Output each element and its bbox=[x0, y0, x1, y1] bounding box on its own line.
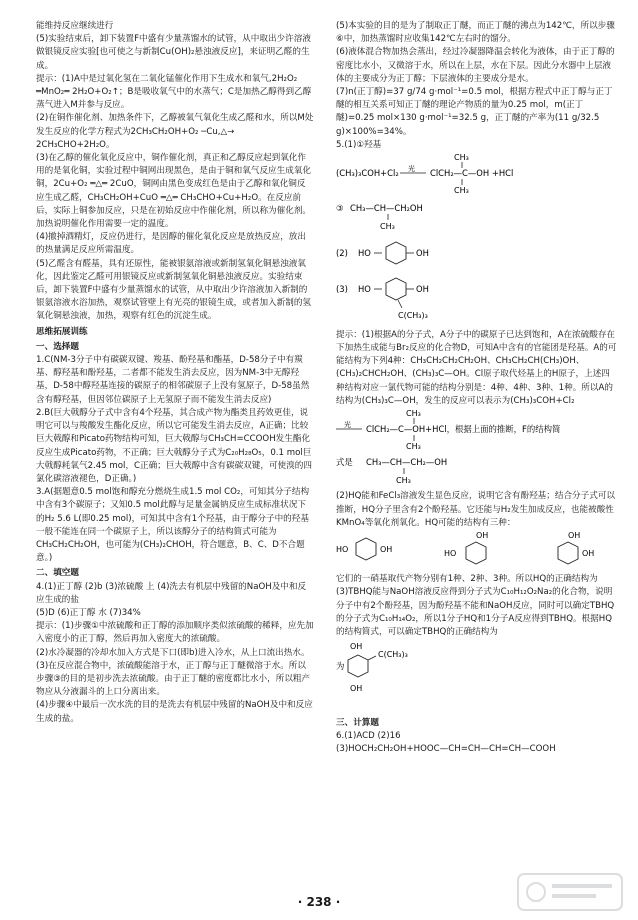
right-hint-2: (2)HQ能和FeCl₃溶液发生显色反应，说明它含有酚羟基；结合分子式可以推断，HQ分子里含有2个酚羟基。它还能与H₂发生加成反应，也能被酸性KMnO₄等氧化剂氧化。HQ可能的结构有三种： bbox=[336, 491, 616, 528]
right-hint-0: 提示：(1)根据A的分子式，A分子中的碳原子已达到饱和，A在浓硫酸存在下加热生成能与Br₂反应的化合物D，可知A中含有的官能团是羟基。A的可能结构为下列4种：CH₃CH₂CH₂CH₂OH、CH₃CH₂CH(CH₃)OH、(CH₃)₂CHCH₂OH、(CH₃)₃C—OH。Cl原子取代烃基上的H原子，上述四种结构对应一氯代物可能的结构分别是：4种、4种、3种、1种。所以A的结构为(CH₃)₃C—OH，发生的反应可以表示为(CH₃)₃COH+Cl₂ bbox=[336, 329, 617, 406]
fill-answer-1: (5)D (6)正丁醇 水 (7)34% bbox=[36, 607, 141, 618]
tbhq-oh: OH bbox=[416, 283, 429, 294]
structure-chain bbox=[336, 201, 618, 233]
hq-oh: OH bbox=[416, 248, 429, 259]
label-3b: (3) bbox=[336, 283, 348, 294]
right-hint-4: (3)TBHQ能与NaOH溶液反应得到分子式为C₁₀H₁₂O₂Na₂的化合物，说明分子中有2个酚羟基，因为酚羟基不能和NaOH反应，同时可以确定TBHQ的分子式为C₁₀H₁₄O₂，所以1分子HQ和1分子A反应得到TBHQ。根据HQ的结构简式，可以确定TBHQ的正确结构为 bbox=[336, 587, 615, 638]
fill-answer-0: 4.(1)正丁醇 (2)b (3)浓硫酸 上 (4)洗去有机层中残留的NaOH及中和反应生成的盐 bbox=[36, 581, 307, 605]
section-title-thinking: 思维拓展训练 bbox=[36, 326, 88, 337]
calc-answer-0: 6.(1)ACD (2)16 bbox=[336, 730, 401, 741]
tbhq-final-structure bbox=[336, 639, 618, 709]
left-para-5: (4)撤掉酒精灯，反应仍进行，是因醇的催化氧化反应是放热反应，放出的热量满足反应所需温度。 bbox=[36, 232, 306, 256]
right-hint-3: 它们的一硝基取代产物分别有1种、2种、3种。所以HQ的正确结构为 bbox=[336, 574, 598, 585]
hq-ho: HO bbox=[358, 248, 371, 259]
f-ch3: CH₃ bbox=[396, 476, 411, 486]
fill-section-title: 二、填空题 bbox=[36, 568, 79, 579]
eq1-right: ClCH₂—C—OH +HCl bbox=[430, 168, 514, 179]
right-column bbox=[336, 20, 618, 756]
hint-eq-cond: 光 bbox=[344, 421, 351, 430]
choice-answer-2: 2.B(巨大戟醇分子式中含有4个羟基，其合成产物为酯类且药效更佳，说明它可以与羧酸发生酯化反应，所以它可能发生消去反应，A正确；比较巨大戟醇和Picato药物结构可知，巨大戟醇与CH₃CH=CCOOH发生酯化反应生成Picato药物，不正确；巨大戟醇分子式为C₂₀H₂₈O₅，0.1 mol巨大戟醇耗氧气2.45 mol，C正确；巨大戟醇中含有碳碳双键，可使溴的四氯化碳溶液褪色，D正确。) bbox=[36, 407, 312, 484]
watermark-logo bbox=[516, 870, 624, 914]
f-structure bbox=[336, 455, 618, 485]
chain-formula: CH₃—CH—CH₂OH bbox=[350, 203, 423, 214]
tbhq-tbu: C(CH₃)₃ bbox=[398, 310, 428, 320]
iso2-ho: HO bbox=[444, 549, 457, 559]
choice-section-title: 一、选择题 bbox=[36, 341, 79, 352]
page-number: · 238 · bbox=[297, 895, 341, 909]
left-para-4: (3)在乙醇的催化氧化反应中，铜作催化剂，真正和乙醇反应起到氧化作用的是氧化铜，实验过程中铜网出现黑色，是由于铜和氧气反应生成氧化铜，2Cu+O₂ ═△═ 2CuO，铜网由黑色变成红色是由于乙醇和氧化铜反应生成乙醛，CH₃CH₂OH+CuO ═△═ CH₃CHO+Cu+H₂O。在反应前后，实际上铜参加反应，只是在初始反应中作催化剂，所以称为催化剂。加热说明催化作用需要一定的温度。 bbox=[36, 153, 312, 230]
chain-ch3: CH₃ bbox=[380, 222, 395, 232]
fill-answer-4: (3)在反应混合物中，浓硫酸能溶于水，正丁醇与正丁醚微溶于水。所以步骤③的目的是初步洗去浓硫酸。由于正丁醚的密度都比水小，所以粗产物应从分液漏斗的上口分离出来。 bbox=[36, 660, 311, 698]
f-label: 式是 bbox=[336, 457, 353, 468]
right-para-0: (5)本实验的目的是为了制取正丁醚，而正丁醚的沸点为142℃，所以步骤⑥中，加热蒸馏时应收集142℃左右时的馏分。 bbox=[336, 21, 615, 45]
eq1-left: (CH₃)₃COH+Cl₂ bbox=[336, 168, 399, 179]
right-para-3: 5.(1)①羟基 bbox=[336, 139, 382, 150]
reaction-equation-1 bbox=[336, 152, 618, 196]
hq-isomers bbox=[336, 530, 618, 568]
left-para-3: (2)在铜作催化剂、加热条件下，乙醇被氧气氧化生成乙醛和水，所以M处发生反应的化学方程式为2CH₃CH₂OH+O₂ ─Cu,△→ 2CH₃CHO+2H₂O。 bbox=[36, 113, 314, 150]
left-para-2: 提示：(1)A中是过氧化氢在二氧化锰催化作用下生成水和氧气,2H₂O₂ ═MnO₂═ 2H₂O+O₂↑；B是吸收氧气中的水蒸气；C是加热乙醇得到乙醇蒸气进入M并参与反应。 bbox=[36, 73, 312, 111]
tbhq-final-oh-top: OH bbox=[350, 642, 363, 652]
left-para-6: (5)乙醛含有醛基，具有还原性，能被银氨溶液或新制氢氧化铜悬浊液氧化，因此鉴定乙醛可用银镜反应或新制氢氧化铜悬浊液反应。实验结束后，卸下装置F中盛有少量蒸馏水的试管，从中取出少许溶液加入新制的银氨溶液水浴加热，观察试管壁上有光亮的银镜生成，或者加入新制的氢氧化铜悬浊液，加热，观察有红色的沉淀生成。 bbox=[36, 258, 312, 322]
fill-answer-5: (4)步骤④中最后一次水洗的目的是洗去有机层中残留的NaOH及中和反应生成的盐。 bbox=[36, 700, 313, 724]
hq-structure bbox=[336, 238, 618, 268]
left-column bbox=[36, 20, 314, 726]
calc-section-title: 三、计算题 bbox=[336, 717, 379, 728]
fill-answer-2: 提示：(1)步骤①中浓硫酸和正丁醇的添加顺序类似浓硫酸的稀释，应先加入密度小的正丁醇，然后再加入密度大的浓硫酸。 bbox=[36, 621, 314, 645]
iso3-oh-top: OH bbox=[568, 531, 581, 541]
tbhq-structure bbox=[336, 274, 618, 324]
eq1-ch3-top: CH₃ bbox=[454, 153, 469, 163]
tbhq-final-oh-bottom: OH bbox=[350, 684, 363, 694]
label-3: ③ bbox=[336, 203, 344, 214]
calc-answer-1: (3)HOCH₂CH₂OH+HOOC—CH=CH—CH=CH—COOH bbox=[336, 743, 556, 754]
label-2: (2) bbox=[336, 248, 348, 259]
tbhq-final-for: 为 bbox=[336, 661, 345, 672]
f-chain: CH₃—CH—CH₂—OH bbox=[366, 457, 448, 468]
fill-answer-3: (2)水冷凝器的冷却水加入方式是下口(即b)进入冷水，从上口流出热水。 bbox=[36, 647, 310, 658]
choice-answer-3: 3.A(据题意0.5 mol饱和醇充分燃烧生成1.5 mol CO₂，可知其分子结构中含有3个碳原子；又知0.5 mol此醇与足量金属钠反应生成标准状况下的H₂ 5.6 L(即0.25 mol)，可知其中含有1个羟基，由于醇分子中的羟基一般不能连在同一个碳原子上，所以该醇分子的结构简式可能为CH₃CH₂CH₂OH，也可能为(CH₃)₂CHOH，符合题意，B、C、D不合题意。) bbox=[36, 487, 310, 564]
iso3-oh: OH bbox=[582, 549, 595, 559]
iso1-ho: HO bbox=[336, 545, 349, 555]
left-para-0: 能维持反应继续进行 bbox=[36, 21, 114, 31]
iso1-oh: OH bbox=[380, 545, 393, 555]
hint-eq-right: ClCH₂—C—OH+HCl，根据上面的推断，F的结构简 bbox=[366, 424, 561, 435]
eq1-ch3-bottom: CH₃ bbox=[454, 186, 469, 196]
iso2-oh-top: OH bbox=[476, 531, 489, 541]
hint-eq-ch3-bottom: CH₃ bbox=[406, 442, 421, 451]
right-para-2: (7)n(正丁醇)=37 g/74 g·mol⁻¹=0.5 mol，根据方程式中正丁醇与正丁醚的相互关系可知正丁醚的理论产物质的量为0.25 mol，m(正丁醚)=0.25 mol×130 g·mol⁻¹=32.5 g，正丁醚的产率为(11 g/32.5 g)×100%=34%。 bbox=[336, 87, 613, 137]
choice-answer-1: 1.C(NM-3分子中有碳碳双键、羧基、酚羟基和酯基，D-58分子中有羰基、醇羟基和酚羟基，二者都不能发生消去反应，因为NM-3中无醇羟基，D-58中醇羟基连接的碳原子的相邻碳原子上没有氢原子，D-58虽然含有醇羟基，但因邻位碳原子上无氢原子而不能发生消去反应) bbox=[36, 355, 310, 405]
eq1-condition: 光 bbox=[408, 165, 415, 174]
left-para-1: (5)实验结束后，卸下装置F中盛有少量蒸馏水的试管，从中取出少许溶液做银镜反应实验[也可使之与新制Cu(OH)₂悬浊液反应]，来证明乙醛的生成。 bbox=[36, 34, 311, 71]
right-para-1: (6)液体混合物加热会蒸出，经过冷凝器降温会转化为液体，由于正丁醇的密度比水小，又微溶于水，所以在上层，水在下层。因此分水器中上层液体的主要成分为正丁醇；下层液体的主要成分是水。 bbox=[336, 47, 615, 84]
hint-equation bbox=[336, 408, 618, 450]
tbhq-final-tbu: C(CH₃)₃ bbox=[378, 650, 408, 660]
hint-eq-ch3-top: CH₃ bbox=[406, 409, 421, 419]
tbhq-ho: HO bbox=[358, 283, 371, 294]
